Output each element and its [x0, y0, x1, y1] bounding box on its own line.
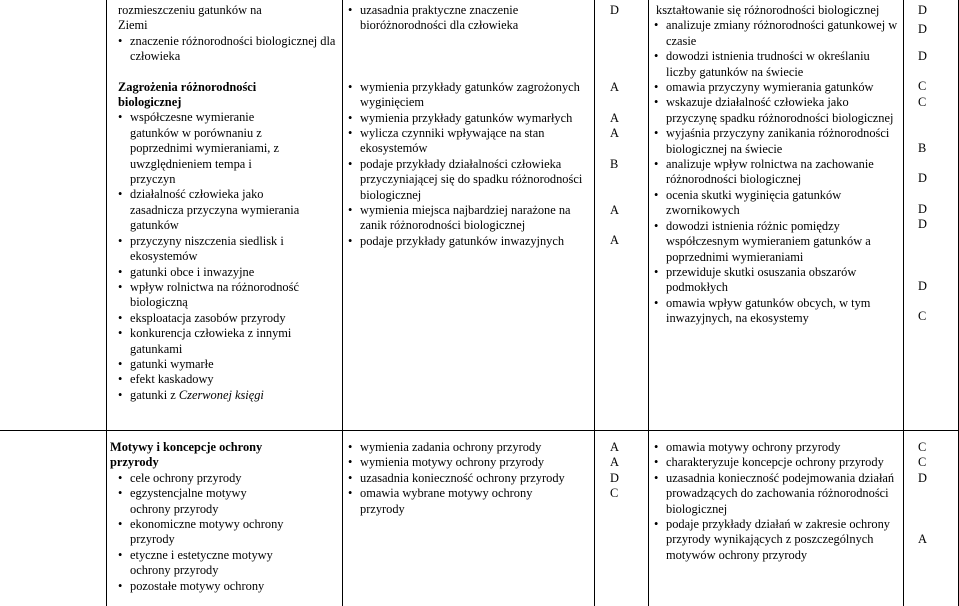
- section-title: Zagrożenia różnorodności biologicznej: [118, 79, 257, 110]
- content-item: • gatunki obce i inwazyjne: [110, 265, 300, 280]
- grid-line: [106, 0, 107, 606]
- requirement-item: • dowodzi istnienia trudności w określaniu liczby gatunków na świecie: [652, 49, 900, 80]
- level-mark: A: [918, 532, 927, 547]
- content-item: • przyczyny niszczenia siedlisk i ekosystemów: [110, 234, 300, 265]
- level-mark: D: [918, 470, 927, 485]
- level-mark: D: [610, 3, 619, 17]
- requirement-item: • ocenia skutki wyginięcia gatunków zwornikowych: [652, 188, 900, 219]
- content-item: • efekt kaskadowy: [110, 372, 300, 387]
- requirement-item: • omawia wybrane motywy ochrony przyrody: [346, 486, 570, 517]
- level-mark: C: [610, 486, 619, 501]
- level-mark: D: [918, 3, 927, 17]
- requirement-item: • charakteryzuje koncepcje ochrony przyrody: [652, 455, 900, 470]
- content-item: • działalność człowieka jako zasadnicza przyczyna wymierania gatunków: [110, 187, 300, 233]
- requirement-item: • omawia przyczyny wymierania gatunków: [652, 80, 900, 95]
- level-mark: D: [610, 470, 619, 485]
- requirement-item: • uzasadnia konieczność podejmowania działań prowadzących do zachowania różnorodności biologicznej: [652, 471, 900, 517]
- content-item: • współczesne wymieranie gatunków w porównaniu z poprzednimi wymieraniami, z uwzględnieniem tempa i przyczyn: [110, 110, 300, 187]
- requirement-item: • podaje przykłady gatunków inwazyjnych: [346, 234, 590, 249]
- requirement-item: • omawia wpływ gatunków obcych, w tym inwazyjnych, na ekosystemy: [652, 296, 900, 327]
- content-line: kształtowanie się różnorodności biologicznej: [656, 3, 880, 17]
- grid-line: [594, 0, 595, 606]
- level-mark: C: [918, 440, 927, 454]
- r2-levels-extended: [918, 440, 948, 548]
- level-mark: D: [918, 278, 927, 293]
- level-mark: D: [918, 201, 927, 216]
- level-mark: B: [918, 141, 927, 156]
- item-text: gatunki z: [130, 387, 179, 402]
- r2-content-cell: [110, 440, 300, 594]
- content-item: • egzystencjalne motywy ochrony przyrody: [110, 486, 290, 517]
- r1-requirements-extended: [652, 3, 900, 327]
- requirement-item: • podaje przykłady działań w zakresie ochrony przyrody wynikających z poszczególnych motywów ochrony przyrody: [652, 517, 900, 563]
- requirement-item: • wymienia motywy ochrony przyrody: [346, 455, 590, 470]
- level-mark: D: [918, 48, 927, 63]
- level-mark: A: [610, 440, 619, 454]
- level-mark: C: [918, 455, 927, 470]
- grid-line: [648, 0, 649, 606]
- section-title: Motywy i koncepcje ochrony przyrody: [110, 440, 263, 470]
- content-item: • ekonomiczne motywy ochrony przyrody: [110, 517, 290, 548]
- content-item: • znaczenie różnorodności biologicznej dla człowieka: [110, 34, 338, 65]
- requirement-item: • wymienia przykłady gatunków zagrożonych wyginięciem: [346, 80, 590, 111]
- requirement-item: • przewiduje skutki osuszania obszarów podmokłych: [652, 265, 900, 296]
- content-item: • pozostałe motywy ochrony: [110, 579, 290, 594]
- r2-requirements-extended: [652, 440, 900, 563]
- r2-levels-basic: [610, 440, 640, 502]
- level-mark: B: [610, 156, 619, 171]
- requirement-item: • wymienia miejsca najbardziej narażone na zanik różnorodności biologicznej: [346, 203, 590, 234]
- level-mark: A: [610, 203, 619, 218]
- r2-requirements-basic: [346, 440, 590, 517]
- r1-levels-extended: [918, 3, 948, 324]
- level-mark: A: [610, 110, 619, 125]
- requirement-item: • podaje przykłady działalności człowieka przyczyniającej się do spadku różnorodności biologicznej: [346, 157, 590, 203]
- requirement-item: • analizuje wpływ rolnictwa na zachowanie różnorodności biologicznej: [652, 157, 900, 188]
- level-mark: C: [918, 79, 927, 94]
- level-mark: A: [610, 126, 619, 141]
- r1-content-cell: [110, 3, 338, 403]
- grid-line: [342, 0, 343, 606]
- r1-requirements-basic: [346, 3, 590, 249]
- requirement-item: • analizuje zmiany różnorodności gatunkowej w czasie: [652, 18, 900, 49]
- r1-levels-basic: [610, 3, 640, 249]
- requirement-item: • uzasadnia konieczność ochrony przyrody: [346, 471, 590, 486]
- requirement-item: • omawia motywy ochrony przyrody: [652, 440, 900, 455]
- item-text: eksploatacja zasobów przyrody: [130, 310, 286, 325]
- level-mark: A: [610, 233, 619, 248]
- requirement-item: • wskazuje działalność człowieka jako przyczynę spadku różnorodności biologicznej: [652, 95, 900, 126]
- item-italic: Czerwonej księgi: [178, 387, 264, 402]
- c1-top-line: Ziemi: [118, 18, 148, 33]
- content-item: • gatunki wymarłe: [110, 357, 300, 372]
- requirement-item: • wymienia przykłady gatunków wymarłych: [346, 111, 590, 126]
- requirement-item: • uzasadnia praktyczne znaczenie bioróżnorodności dla człowieka: [346, 3, 590, 34]
- grid-line: [903, 0, 904, 606]
- level-mark: D: [918, 22, 927, 37]
- level-mark: D: [918, 171, 927, 186]
- content-item: • konkurencja człowieka z innymi gatunkami: [110, 326, 300, 357]
- content-item: [110, 388, 300, 403]
- content-item: • etyczne i estetyczne motywy ochrony przyrody: [110, 548, 290, 579]
- requirement-item: • wylicza czynniki wpływające na stan ekosystemów: [346, 126, 590, 157]
- content-item: • wpływ rolnictwa na różnorodność biologiczną: [110, 280, 300, 311]
- content-item: • cele ochrony przyrody: [110, 471, 290, 486]
- level-mark: D: [918, 217, 927, 232]
- requirement-item: • wymienia zadania ochrony przyrody: [346, 440, 590, 455]
- c1-top-line: rozmieszczeniu gatunków na: [118, 3, 262, 17]
- row-divider: [0, 430, 959, 431]
- requirement-item: • dowodzi istnienia różnic pomiędzy współczesnym wymieraniem gatunków a poprzednimi wymieraniami: [652, 219, 900, 265]
- requirement-item: • wyjaśnia przyczyny zanikania różnorodności biologicznej na świecie: [652, 126, 900, 157]
- level-mark: A: [610, 455, 619, 470]
- content-item: [110, 311, 300, 326]
- level-mark: C: [918, 94, 927, 109]
- level-mark: A: [610, 80, 619, 95]
- level-mark: C: [918, 309, 927, 324]
